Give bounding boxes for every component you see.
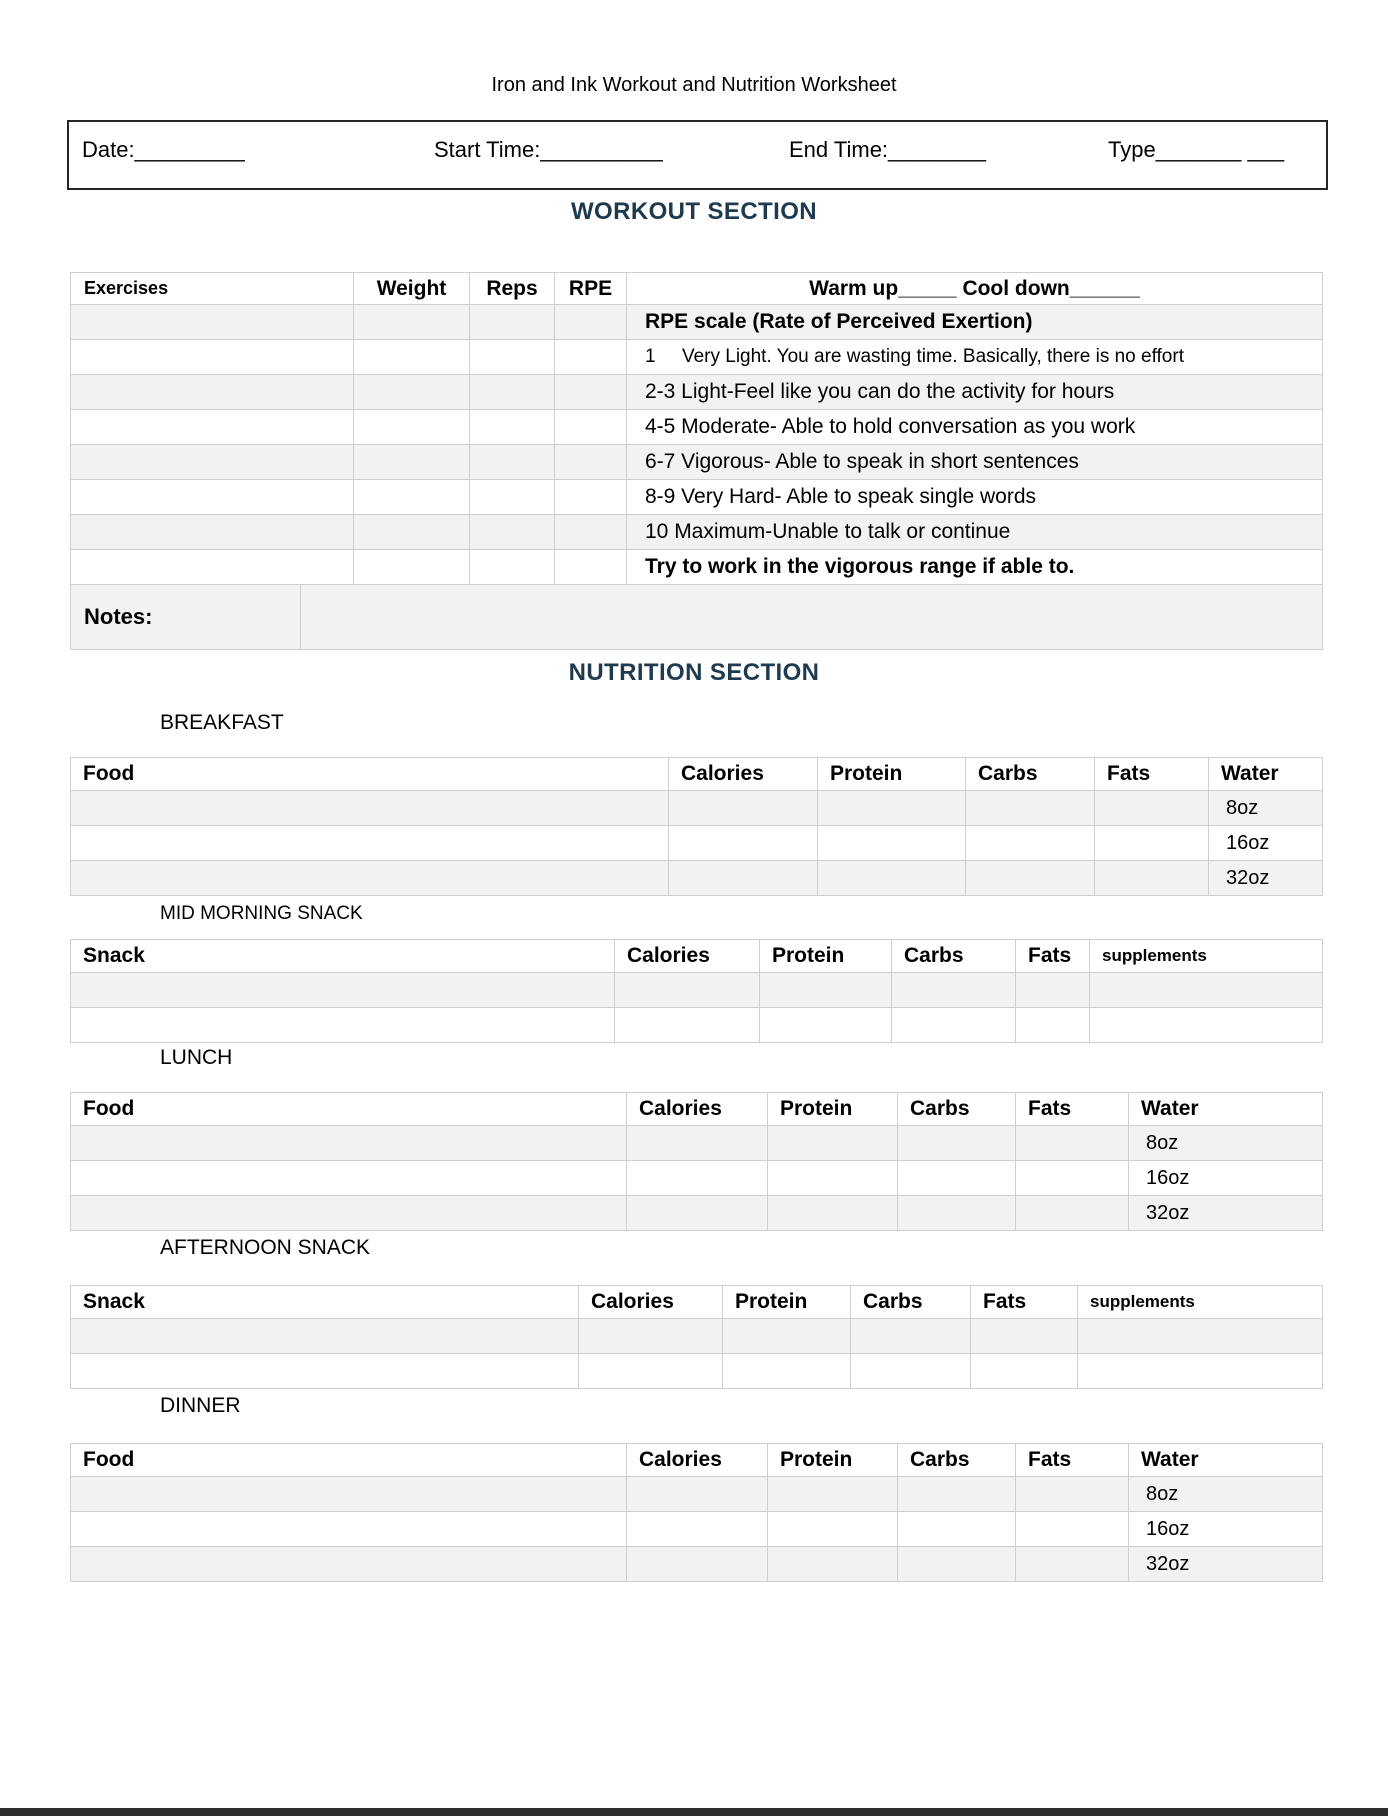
- calories-cell[interactable]: [627, 1126, 768, 1161]
- food-entry-cell[interactable]: [71, 861, 669, 896]
- carbs-cell[interactable]: [898, 1547, 1016, 1582]
- table-header-row: [71, 1444, 1323, 1477]
- carbs-cell[interactable]: [966, 791, 1095, 826]
- workout-row: [71, 550, 1323, 585]
- snack-entry-cell[interactable]: [71, 1354, 579, 1389]
- type-field[interactable]: Type_______ ___: [1108, 137, 1285, 162]
- weight-cell[interactable]: [354, 375, 470, 410]
- exercise-cell[interactable]: [71, 480, 354, 515]
- supplements-cell[interactable]: [1090, 1008, 1323, 1043]
- reps-cell[interactable]: [470, 480, 555, 515]
- table-header-row: [71, 758, 1323, 791]
- rpe-cell[interactable]: [555, 515, 627, 550]
- column-header-fats: Fats: [1016, 1093, 1129, 1126]
- snack-entry-cell[interactable]: [71, 1008, 615, 1043]
- calories-cell[interactable]: [627, 1161, 768, 1196]
- weight-cell[interactable]: [354, 480, 470, 515]
- water-option-8oz: 8oz: [1129, 1477, 1323, 1512]
- dinner-table: [70, 1443, 1323, 1582]
- column-header-water: Water: [1209, 758, 1323, 791]
- exercise-cell[interactable]: [71, 550, 354, 585]
- meal-label-dinner: DINNER: [160, 1394, 241, 1417]
- protein-cell[interactable]: [768, 1477, 898, 1512]
- food-row: [71, 1512, 1323, 1547]
- workout-row: [71, 305, 1323, 340]
- fats-cell[interactable]: [1095, 861, 1209, 896]
- rpe-cell[interactable]: [555, 550, 627, 585]
- snack-row: [71, 1319, 1323, 1354]
- protein-cell[interactable]: [818, 861, 966, 896]
- lunch-table: [70, 1092, 1323, 1231]
- food-row: [71, 1547, 1323, 1582]
- protein-cell[interactable]: [723, 1354, 851, 1389]
- water-option-32oz: 32oz: [1129, 1547, 1323, 1582]
- rpe-level-4-5: 4-5 Moderate- Able to hold conversation as you work: [627, 410, 1323, 445]
- fats-cell[interactable]: [971, 1319, 1078, 1354]
- food-row: [71, 861, 1323, 896]
- column-header-supplements: supplements: [1090, 940, 1323, 973]
- food-entry-cell[interactable]: [71, 1547, 627, 1582]
- fats-cell[interactable]: [1016, 1161, 1129, 1196]
- food-row: [71, 826, 1323, 861]
- weight-cell[interactable]: [354, 445, 470, 480]
- notes-label: Notes:: [71, 585, 301, 650]
- exercise-cell[interactable]: [71, 515, 354, 550]
- fats-cell[interactable]: [1016, 1477, 1129, 1512]
- calories-cell[interactable]: [615, 973, 760, 1008]
- carbs-cell[interactable]: [898, 1477, 1016, 1512]
- meal-label-afternoon-snack: AFTERNOON SNACK: [160, 1236, 371, 1259]
- calories-cell[interactable]: [669, 861, 818, 896]
- rpe-cell[interactable]: [555, 445, 627, 480]
- fats-cell[interactable]: [1016, 973, 1090, 1008]
- workout-section-heading: WORKOUT SECTION: [571, 198, 817, 225]
- rpe-level-8-9: 8-9 Very Hard- Able to speak single words: [627, 480, 1323, 515]
- column-header-snack: Snack: [71, 1286, 579, 1319]
- column-header-exercises: Exercises: [71, 273, 354, 305]
- column-header-protein: Protein: [818, 758, 966, 791]
- calories-cell[interactable]: [579, 1319, 723, 1354]
- column-header-carbs: Carbs: [898, 1444, 1016, 1477]
- warmup-cooldown-field[interactable]: Warm up_____ Cool down______: [627, 273, 1323, 305]
- food-entry-cell[interactable]: [71, 791, 669, 826]
- rpe-level-1: 1 Very Light. You are wasting time. Basically, there is no effort: [627, 340, 1323, 375]
- rpe-cell[interactable]: [555, 480, 627, 515]
- snack-entry-cell[interactable]: [71, 973, 615, 1008]
- fats-cell[interactable]: [1016, 1126, 1129, 1161]
- column-header-carbs: Carbs: [966, 758, 1095, 791]
- column-header-calories: Calories: [579, 1286, 723, 1319]
- column-header-supplements: supplements: [1078, 1286, 1323, 1319]
- column-header-reps: Reps: [470, 273, 555, 305]
- calories-cell[interactable]: [669, 791, 818, 826]
- food-row: [71, 791, 1323, 826]
- workout-header-row: [71, 273, 1323, 305]
- column-header-snack: Snack: [71, 940, 615, 973]
- protein-cell[interactable]: [768, 1126, 898, 1161]
- carbs-cell[interactable]: [966, 826, 1095, 861]
- column-header-fats: Fats: [971, 1286, 1078, 1319]
- fats-cell[interactable]: [971, 1354, 1078, 1389]
- water-option-16oz: 16oz: [1209, 826, 1323, 861]
- carbs-cell[interactable]: [851, 1319, 971, 1354]
- nutrition-section-heading: NUTRITION SECTION: [568, 659, 820, 686]
- workout-table: [70, 272, 1323, 650]
- exercise-cell[interactable]: [71, 340, 354, 375]
- water-option-8oz: 8oz: [1209, 791, 1323, 826]
- column-header-carbs: Carbs: [898, 1093, 1016, 1126]
- calories-cell[interactable]: [627, 1547, 768, 1582]
- reps-cell[interactable]: [470, 375, 555, 410]
- table-header-row: [71, 1093, 1323, 1126]
- food-row: [71, 1477, 1323, 1512]
- weight-cell[interactable]: [354, 515, 470, 550]
- reps-cell[interactable]: [470, 515, 555, 550]
- food-row: [71, 1161, 1323, 1196]
- rpe-scale-title: RPE scale (Rate of Perceived Exertion): [627, 305, 1323, 340]
- table-header-row: [71, 1286, 1323, 1319]
- weight-cell[interactable]: [354, 340, 470, 375]
- food-entry-cell[interactable]: [71, 1161, 627, 1196]
- column-header-protein: Protein: [723, 1286, 851, 1319]
- rpe-cell[interactable]: [555, 410, 627, 445]
- breakfast-table: [70, 757, 1323, 896]
- workout-row: [71, 410, 1323, 445]
- reps-cell[interactable]: [470, 550, 555, 585]
- meal-label-breakfast: BREAKFAST: [160, 711, 284, 734]
- exercise-cell[interactable]: [71, 305, 354, 340]
- fats-cell[interactable]: [1016, 1008, 1090, 1043]
- weight-cell[interactable]: [354, 410, 470, 445]
- session-info-box: [67, 120, 1328, 190]
- carbs-cell[interactable]: [898, 1161, 1016, 1196]
- column-header-fats: Fats: [1095, 758, 1209, 791]
- snack-row: [71, 1354, 1323, 1389]
- rpe-level-2-3: 2-3 Light-Feel like you can do the activity for hours: [627, 375, 1323, 410]
- exercise-cell[interactable]: [71, 410, 354, 445]
- column-header-carbs: Carbs: [892, 940, 1016, 973]
- mid-morning-snack-table: [70, 939, 1323, 1043]
- water-option-32oz: 32oz: [1209, 861, 1323, 896]
- date-field[interactable]: Date:_________: [82, 137, 245, 162]
- weight-cell[interactable]: [354, 550, 470, 585]
- food-entry-cell[interactable]: [71, 1126, 627, 1161]
- carbs-cell[interactable]: [892, 1008, 1016, 1043]
- column-header-calories: Calories: [627, 1093, 768, 1126]
- column-header-food: Food: [71, 1444, 627, 1477]
- protein-cell[interactable]: [768, 1196, 898, 1231]
- rpe-cell[interactable]: [555, 340, 627, 375]
- column-header-calories: Calories: [669, 758, 818, 791]
- column-header-weight: Weight: [354, 273, 470, 305]
- column-header-fats: Fats: [1016, 1444, 1129, 1477]
- notes-row: [71, 585, 1323, 650]
- column-header-protein: Protein: [768, 1093, 898, 1126]
- rpe-advice: Try to work in the vigorous range if able to.: [627, 550, 1323, 585]
- notes-entry-area[interactable]: [301, 585, 1323, 650]
- exercise-cell[interactable]: [71, 445, 354, 480]
- column-header-protein: Protein: [768, 1444, 898, 1477]
- page-title: Iron and Ink Workout and Nutrition Worksheet: [491, 74, 897, 96]
- food-entry-cell[interactable]: [71, 1196, 627, 1231]
- snack-row: [71, 973, 1323, 1008]
- fats-cell[interactable]: [1016, 1512, 1129, 1547]
- rpe-cell[interactable]: [555, 375, 627, 410]
- calories-cell[interactable]: [627, 1512, 768, 1547]
- reps-cell[interactable]: [470, 340, 555, 375]
- column-header-protein: Protein: [760, 940, 892, 973]
- rpe-cell[interactable]: [555, 305, 627, 340]
- food-entry-cell[interactable]: [71, 1477, 627, 1512]
- column-header-carbs: Carbs: [851, 1286, 971, 1319]
- carbs-cell[interactable]: [898, 1512, 1016, 1547]
- protein-cell[interactable]: [760, 973, 892, 1008]
- protein-cell[interactable]: [768, 1547, 898, 1582]
- column-header-food: Food: [71, 758, 669, 791]
- meal-label-mid-morning-snack: MID MORNING SNACK: [160, 903, 363, 924]
- fats-cell[interactable]: [1095, 791, 1209, 826]
- workout-row: [71, 375, 1323, 410]
- column-header-water: Water: [1129, 1093, 1323, 1126]
- carbs-cell[interactable]: [892, 973, 1016, 1008]
- fats-cell[interactable]: [1016, 1547, 1129, 1582]
- calories-cell[interactable]: [627, 1477, 768, 1512]
- column-header-food: Food: [71, 1093, 627, 1126]
- water-option-16oz: 16oz: [1129, 1161, 1323, 1196]
- workout-row: [71, 515, 1323, 550]
- protein-cell[interactable]: [768, 1512, 898, 1547]
- column-header-rpe: RPE: [555, 273, 627, 305]
- carbs-cell[interactable]: [851, 1354, 971, 1389]
- start-time-field[interactable]: Start Time:__________: [434, 137, 663, 162]
- protein-cell[interactable]: [760, 1008, 892, 1043]
- afternoon-snack-table: [70, 1285, 1323, 1389]
- workout-row: [71, 480, 1323, 515]
- calories-cell[interactable]: [627, 1196, 768, 1231]
- reps-cell[interactable]: [470, 445, 555, 480]
- exercise-cell[interactable]: [71, 375, 354, 410]
- food-row: [71, 1196, 1323, 1231]
- supplements-cell[interactable]: [1078, 1319, 1323, 1354]
- carbs-cell[interactable]: [898, 1126, 1016, 1161]
- column-header-calories: Calories: [615, 940, 760, 973]
- calories-cell[interactable]: [579, 1354, 723, 1389]
- snack-entry-cell[interactable]: [71, 1319, 579, 1354]
- calories-cell[interactable]: [615, 1008, 760, 1043]
- protein-cell[interactable]: [768, 1161, 898, 1196]
- supplements-cell[interactable]: [1090, 973, 1323, 1008]
- carbs-cell[interactable]: [898, 1196, 1016, 1231]
- protein-cell[interactable]: [723, 1319, 851, 1354]
- water-option-8oz: 8oz: [1129, 1126, 1323, 1161]
- column-header-fats: Fats: [1016, 940, 1090, 973]
- reps-cell[interactable]: [470, 410, 555, 445]
- food-row: [71, 1126, 1323, 1161]
- rpe-level-10: 10 Maximum-Unable to talk or continue: [627, 515, 1323, 550]
- weight-cell[interactable]: [354, 305, 470, 340]
- calories-cell[interactable]: [669, 826, 818, 861]
- workout-row: [71, 445, 1323, 480]
- page-bottom-divider: [0, 1808, 1388, 1816]
- water-option-16oz: 16oz: [1129, 1512, 1323, 1547]
- fats-cell[interactable]: [1095, 826, 1209, 861]
- fats-cell[interactable]: [1016, 1196, 1129, 1231]
- end-time-field[interactable]: End Time:________: [789, 137, 986, 162]
- column-header-calories: Calories: [627, 1444, 768, 1477]
- column-header-water: Water: [1129, 1444, 1323, 1477]
- rpe-level-6-7: 6-7 Vigorous- Able to speak in short sentences: [627, 445, 1323, 480]
- workout-row: [71, 340, 1323, 375]
- meal-label-lunch: LUNCH: [160, 1046, 233, 1069]
- water-option-32oz: 32oz: [1129, 1196, 1323, 1231]
- reps-cell[interactable]: [470, 305, 555, 340]
- food-entry-cell[interactable]: [71, 826, 669, 861]
- protein-cell[interactable]: [818, 791, 966, 826]
- protein-cell[interactable]: [818, 826, 966, 861]
- supplements-cell[interactable]: [1078, 1354, 1323, 1389]
- carbs-cell[interactable]: [966, 861, 1095, 896]
- snack-row: [71, 1008, 1323, 1043]
- table-header-row: [71, 940, 1323, 973]
- food-entry-cell[interactable]: [71, 1512, 627, 1547]
